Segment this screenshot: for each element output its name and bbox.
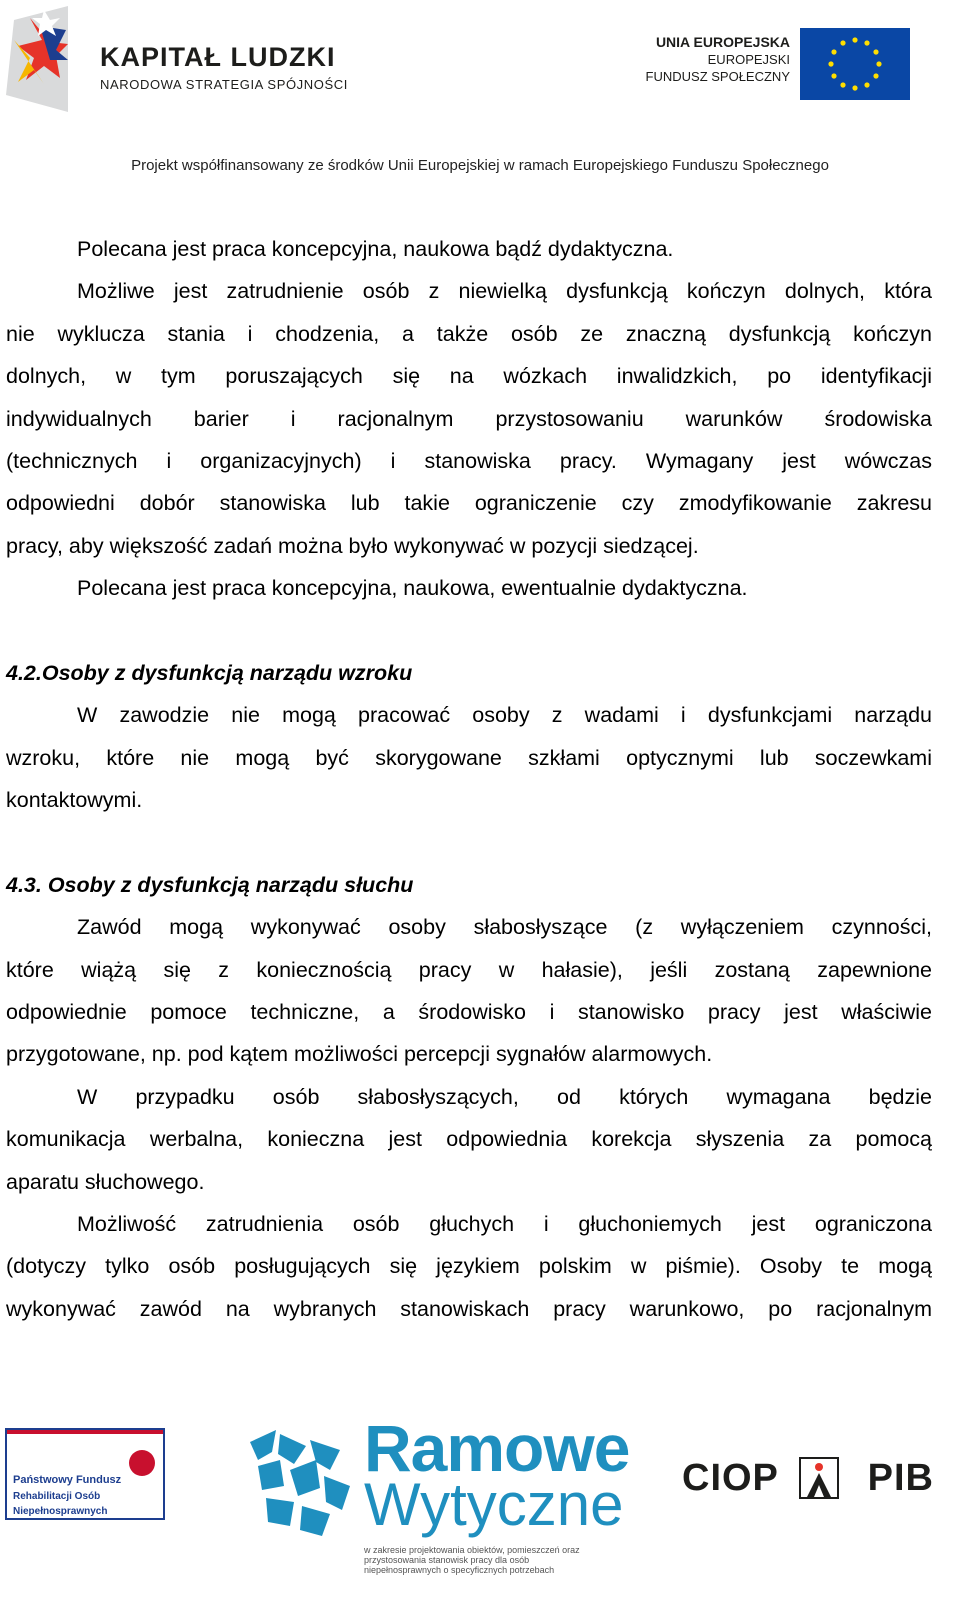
eu-fund-label-2: FUNDUSZ SPOŁECZNY — [645, 69, 790, 84]
pfron-label-1: Państwowy Fundusz — [13, 1474, 122, 1486]
kapital-ludzki-title: KAPITAŁ LUDZKI — [100, 42, 336, 72]
eu-logo — [640, 28, 940, 108]
kapital-ludzki-logo — [0, 0, 360, 120]
paragraph-line: wykonywać zawód na wybranych stanowiskach pracy warunkowo, po racjonalnym — [6, 1296, 932, 1321]
paragraph-line: komunikacja werbalna, konieczna jest odpowiednia korekcja słyszenia za pomocą — [6, 1127, 932, 1152]
kapital-ludzki-subtitle: NARODOWA STRATEGIA SPÓJNOŚCI — [100, 77, 348, 92]
ciop-label: CIOP — [682, 1457, 779, 1499]
paragraph-line: pracy, aby większość zadań można było wykonywać w pozycji siedzącej. — [6, 533, 699, 558]
pfron-label-2: Rehabilitacji Osób — [13, 1491, 101, 1502]
paragraph-line: W przypadku osób słabosłyszących, od których wymagana będzie — [77, 1084, 932, 1109]
paragraph-line: odpowiednie pomoce techniczne, a środowisko i stanowisko pracy jest właściwie — [6, 1000, 932, 1025]
paragraph-line: Polecana jest praca koncepcyjna, naukowa, ewentualnie dydaktyczna. — [77, 576, 748, 601]
section-heading-hearing: 4.3. Osoby z dysfunkcją narządu słuchu — [6, 872, 414, 897]
pib-label: PIB — [867, 1457, 934, 1499]
ciop-emblem-icon — [799, 1457, 839, 1499]
eu-flag-icon — [800, 28, 910, 100]
eu-fund-label-1: EUROPEJSKI — [707, 52, 790, 67]
paragraph-line: dolnych, w tym poruszających się na wózkach inwalidzkich, po identyfikacji — [6, 364, 932, 389]
cofinancing-note: Projekt współfinansowany ze środków Unii Europejskiej w ramach Europejskiego Funduszu Społecznego — [131, 157, 829, 174]
pfron-emblem-icon — [129, 1450, 155, 1476]
paragraph-line: wzroku, które nie mogą być skorygowane szkłami optycznymi lub soczewkami — [6, 745, 932, 770]
paragraph-line: indywidualnych barier i racjonalnym przystosowaniu warunków środowiska — [6, 406, 932, 431]
paragraph-line: przygotowane, np. pod kątem możliwości percepcji sygnałów alarmowych. — [6, 1042, 713, 1067]
paragraph-line: Możliwe jest zatrudnienie osób z niewielką dysfunkcją kończyn dolnych, która — [77, 279, 932, 304]
paragraph-line: aparatu słuchowego. — [6, 1169, 205, 1194]
ramowe-wytyczne-figures-icon — [250, 1430, 355, 1540]
paragraph-line: Możliwość zatrudnienia osób głuchych i głuchoniemych jest ograniczona — [77, 1211, 932, 1236]
paragraph-line: które wiążą się z koniecznością pracy w hałasie), jeśli zostaną zapewnione — [6, 957, 932, 982]
paragraph-line: Polecana jest praca koncepcyjna, naukowa bądź dydaktyczna. — [77, 237, 674, 261]
paragraph-line: odpowiedni dobór stanowiska lub takie ograniczenie czy zmodyfikowanie zakresu — [6, 491, 932, 516]
paragraph-line: (dotyczy tylko osób posługujących się językiem polskim w piśmie). Osoby te mogą — [6, 1254, 932, 1279]
ramowe-wytyczne-title-1: Ramowe — [364, 1411, 630, 1485]
page-footer — [0, 1410, 960, 1609]
pfron-logo — [5, 1428, 165, 1520]
paragraph-line: Zawód mogą wykonywać osoby słabosłyszące (z wyłączeniem czynności, — [77, 915, 932, 940]
section-heading-vision: 4.2.Osoby z dysfunkcją narządu wzroku — [6, 660, 413, 685]
ramowe-wytyczne-subtitle: w zakresie projektowania obiektów, pomieszczeń oraz przystosowania stanowisk pracy dla osób niepełnosprawnych o specyficznych potrzebach — [364, 1545, 580, 1575]
ramowe-wytyczne-title-2: Wytyczne — [364, 1471, 624, 1538]
pfron-label-3: Niepełnosprawnych — [13, 1506, 108, 1517]
paragraph-line: W zawodzie nie mogą pracować osoby z wadami i dysfunkcjami narządu — [77, 703, 932, 728]
paragraph-line: (technicznych i organizacyjnych) i stanowiska pracy. Wymagany jest wówczas — [6, 448, 932, 473]
ciop-pib-logo — [682, 1455, 934, 1501]
page-header — [0, 0, 960, 200]
paragraph-line: kontaktowymi. — [6, 788, 143, 813]
document-body — [6, 228, 932, 1330]
kapital-ludzki-emblem-icon — [0, 0, 100, 120]
eu-union-label: UNIA EUROPEJSKA — [655, 34, 790, 50]
paragraph-line: nie wyklucza stania i chodzenia, a także osób ze znaczną dysfunkcją kończyn — [6, 321, 932, 346]
